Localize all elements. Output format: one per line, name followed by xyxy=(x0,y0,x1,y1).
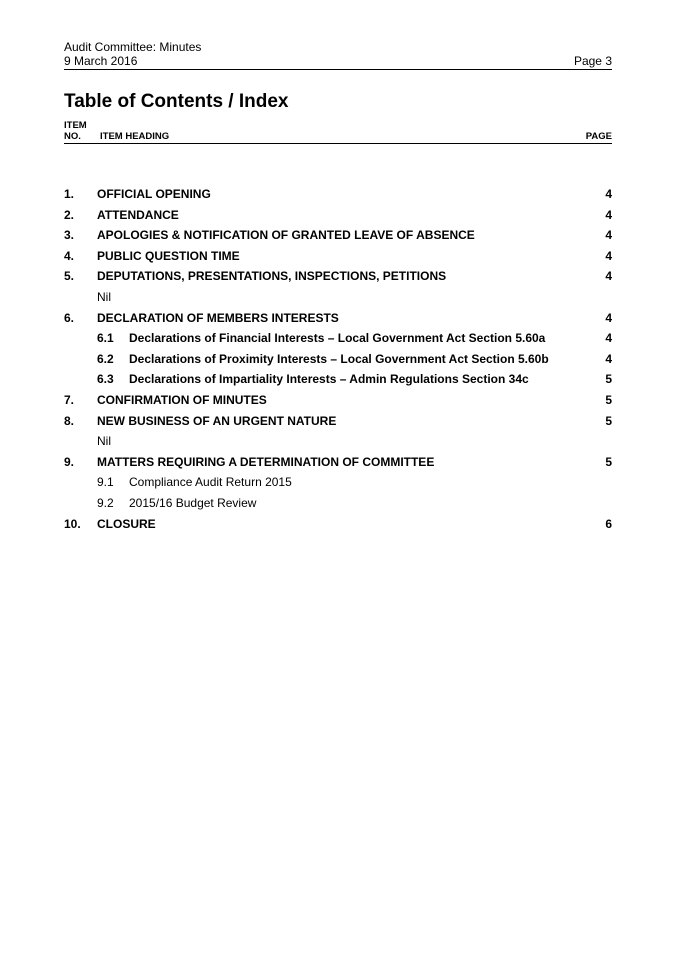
toc-item-page: 5 xyxy=(605,454,612,469)
header-page-number: Page 3 xyxy=(573,54,612,68)
toc-item-number: 2. xyxy=(64,207,75,222)
toc-item-page: 5 xyxy=(605,413,612,428)
toc-item-number: 6. xyxy=(64,310,75,325)
table-of-contents xyxy=(64,184,612,534)
toc-item-heading: ATTENDANCE xyxy=(97,207,179,222)
toc-item-heading: DEPUTATIONS, PRESENTATIONS, INSPECTIONS, PETITIONS xyxy=(97,269,447,284)
header-date: 9 March 2016 xyxy=(64,54,138,68)
toc-entry-row xyxy=(64,349,612,370)
toc-entry-row xyxy=(64,246,612,267)
toc-item-number: 9. xyxy=(64,454,75,469)
header-doc-title: Audit Committee: Minutes xyxy=(64,40,202,54)
toc-entry-row xyxy=(64,369,612,390)
page-title: Table of Contents / Index xyxy=(64,91,289,112)
toc-item-number: 7. xyxy=(64,392,75,407)
toc-item-heading: OFFICIAL OPENING xyxy=(97,187,211,201)
toc-item-number: 1. xyxy=(64,187,75,201)
toc-item-heading: NEW BUSINESS OF AN URGENT NATURE xyxy=(97,413,337,428)
toc-item-page: 4 xyxy=(605,207,612,222)
toc-item-heading: APOLOGIES & NOTIFICATION OF GRANTED LEAVE OF ABSENCE xyxy=(97,228,475,243)
toc-item-heading: PUBLIC QUESTION TIME xyxy=(97,248,240,263)
toc-item-number: 9.1 xyxy=(97,475,114,490)
column-no-label: NO. xyxy=(64,131,81,142)
toc-item-page: 4 xyxy=(605,187,612,201)
toc-entry-row xyxy=(64,452,612,473)
toc-item-heading: CONFIRMATION OF MINUTES xyxy=(97,392,267,407)
toc-item-heading: 2015/16 Budget Review xyxy=(129,495,257,510)
toc-entry-row xyxy=(64,390,612,411)
toc-entry-row xyxy=(64,184,612,205)
column-page: PAGE xyxy=(585,131,612,142)
toc-entry-row xyxy=(64,225,612,246)
toc-item-page: 4 xyxy=(605,269,612,284)
header-date-row xyxy=(64,54,612,70)
toc-entry-row xyxy=(64,411,612,432)
toc-item-number: 6.1 xyxy=(97,331,114,346)
toc-entry-row xyxy=(64,266,612,287)
toc-item-heading: Compliance Audit Return 2015 xyxy=(129,475,292,490)
toc-item-page: 4 xyxy=(605,248,612,263)
toc-item-page: 4 xyxy=(605,331,612,346)
toc-item-number: 4. xyxy=(64,248,75,263)
column-item-label: ITEM xyxy=(64,120,87,131)
toc-item-heading: Nil xyxy=(97,434,111,449)
toc-item-number: 9.2 xyxy=(97,495,114,510)
toc-item-heading: Declarations of Financial Interests – Local Government Act Section 5.60a xyxy=(129,331,546,346)
toc-item-number: 6.2 xyxy=(97,351,114,366)
toc-item-number: 8. xyxy=(64,413,75,428)
toc-item-heading: Declarations of Proximity Interests – Local Government Act Section 5.60b xyxy=(129,351,549,366)
toc-item-number: 5. xyxy=(64,269,75,284)
toc-column-header xyxy=(64,120,612,144)
column-item-heading: ITEM HEADING xyxy=(100,131,170,142)
toc-item-page: 5 xyxy=(605,372,612,387)
toc-entry-row xyxy=(64,308,612,329)
toc-item-page: 4 xyxy=(605,228,612,243)
toc-item-page: 4 xyxy=(605,310,612,325)
toc-note-row xyxy=(64,431,612,452)
toc-entry-row xyxy=(64,514,612,535)
toc-entry-row xyxy=(64,205,612,226)
toc-item-heading: DECLARATION OF MEMBERS INTERESTS xyxy=(97,310,339,325)
toc-item-page: 6 xyxy=(605,516,612,531)
toc-item-page: 5 xyxy=(605,392,612,407)
toc-item-page: 4 xyxy=(605,351,612,366)
toc-item-number: 10. xyxy=(64,516,81,531)
page-header xyxy=(64,40,612,70)
toc-item-heading: CLOSURE xyxy=(97,516,156,531)
toc-entry-row xyxy=(64,493,612,514)
toc-entry-row xyxy=(64,472,612,493)
column-item-no xyxy=(64,120,87,142)
toc-item-number: 3. xyxy=(64,228,75,243)
toc-item-heading: Declarations of Impartiality Interests – Admin Regulations Section 34c xyxy=(129,372,529,387)
toc-item-heading: Nil xyxy=(97,289,111,304)
toc-note-row xyxy=(64,287,612,308)
toc-item-heading: MATTERS REQUIRING A DETERMINATION OF COMMITTEE xyxy=(97,454,435,469)
toc-item-number: 6.3 xyxy=(97,372,114,387)
toc-entry-row xyxy=(64,328,612,349)
